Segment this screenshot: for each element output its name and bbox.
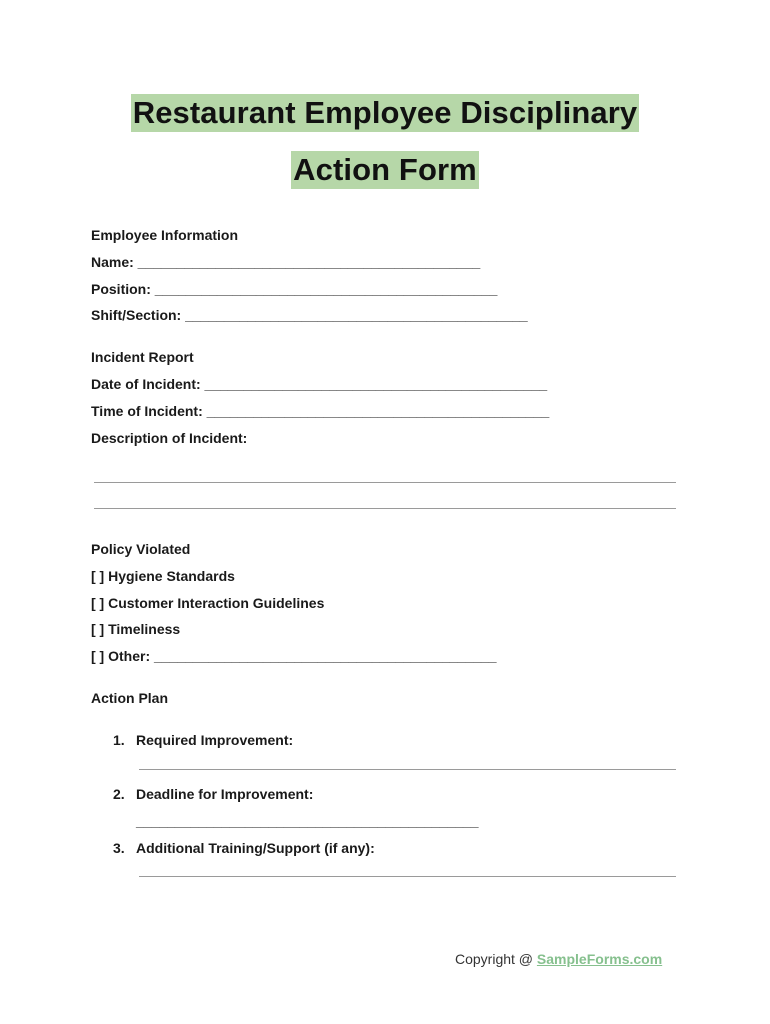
description-line-2[interactable] (94, 508, 676, 509)
deadline-for-improvement-blank[interactable]: ____________________________________________ (136, 813, 479, 829)
additional-training-line[interactable] (139, 876, 676, 877)
title-line-2-wrap (0, 151, 770, 189)
policy-option-hygiene[interactable]: [ ] Hygiene Standards (91, 568, 235, 584)
action-plan-heading: Action Plan (91, 690, 169, 706)
sampleforms-link[interactable]: SampleForms.com (536, 951, 663, 967)
employee-info-heading: Employee Information (91, 227, 239, 243)
action-item-1-number: 1. (113, 732, 125, 748)
policy-violated-heading: Policy Violated (91, 541, 191, 557)
copyright-prefix: Copyright @ (455, 951, 537, 967)
position-field[interactable]: Position: ____________________________________________ (91, 281, 498, 297)
policy-option-other[interactable]: [ ] Other: ____________________________________________ (91, 648, 497, 664)
copyright-footer (455, 950, 662, 968)
policy-option-timeliness[interactable]: [ ] Timeliness (91, 621, 181, 637)
form-title-line-1: Restaurant Employee Disciplinary (132, 95, 638, 130)
description-of-incident-label: Description of Incident: (91, 430, 248, 446)
additional-training-label: Additional Training/Support (if any): (136, 840, 375, 856)
action-item-3-number: 3. (113, 840, 125, 856)
shift-section-field[interactable]: Shift/Section: ____________________________________________ (91, 307, 528, 323)
action-item-2-number: 2. (113, 786, 125, 802)
incident-report-heading: Incident Report (91, 349, 194, 365)
date-of-incident-field[interactable]: Date of Incident: ____________________________________________ (91, 376, 548, 392)
required-improvement-label: Required Improvement: (136, 732, 294, 748)
description-line-1[interactable] (94, 482, 676, 483)
title-line-1-wrap (0, 94, 770, 132)
policy-option-customer-interaction[interactable]: [ ] Customer Interaction Guidelines (91, 595, 325, 611)
form-title-line-2: Action Form (293, 152, 477, 187)
time-of-incident-field[interactable]: Time of Incident: ____________________________________________ (91, 403, 550, 419)
name-field[interactable]: Name: ____________________________________________ (91, 254, 481, 270)
deadline-for-improvement-label: Deadline for Improvement: (136, 786, 314, 802)
required-improvement-line[interactable] (139, 769, 676, 770)
